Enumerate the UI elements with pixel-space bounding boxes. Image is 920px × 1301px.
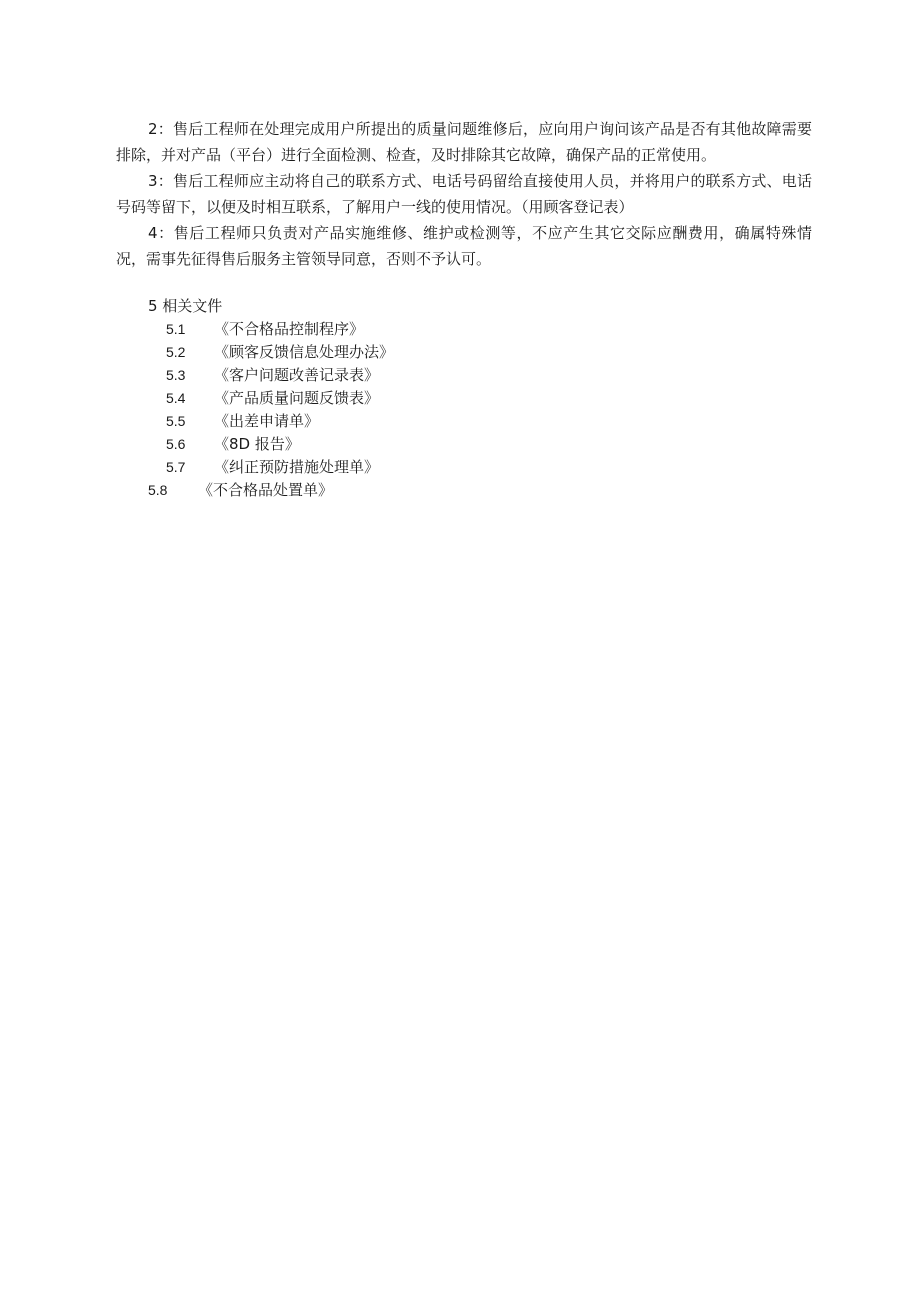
list-item-number: 5.6 [166, 436, 186, 452]
list-item-title: 《顾客反馈信息处理办法》 [214, 343, 395, 361]
paragraph-item-3: 3：售后工程师应主动将自己的联系方式、电话号码留给直接使用人员，并将用户的联系方式、电话号码等留下，以便及时相互联系，了解用户一线的使用情况。（用顾客登记表） [116, 172, 812, 216]
list-item-title: 《客户问题改善记录表》 [214, 366, 380, 384]
list-item-number: 5.1 [166, 321, 186, 337]
paragraph-item-2: 2：售后工程师在处理完成用户所提出的质量问题维修后，应向用户询问该产品是否有其他故障需要排除，并对产品（平台）进行全面检测、检查，及时排除其它故障，确保产品的正常使用。 [116, 120, 812, 164]
list-item-number: 5.5 [166, 413, 186, 429]
list-item-title: 《产品质量问题反馈表》 [214, 389, 380, 407]
list-item-title: 《纠正预防措施处理单》 [214, 458, 380, 476]
list-item-number: 5.7 [166, 459, 186, 475]
list-item-number: 5.8 [148, 482, 168, 498]
list-item-number: 5.4 [166, 390, 186, 406]
list-item-number: 5.3 [166, 367, 186, 383]
paragraph-item-4: 4：售后工程师只负责对产品实施维修、维护或检测等，不应产生其它交际应酬费用，确属特殊情况，需事先征得售后服务主管领导同意，否则不予认可。 [116, 224, 812, 268]
section-title-related-documents: 5 相关文件 [148, 297, 223, 315]
list-item-title: 《出差申请单》 [214, 412, 320, 430]
list-item-number: 5.2 [166, 344, 186, 360]
list-item-title: 《不合格品处置单》 [198, 481, 334, 499]
list-item-title: 《不合格品控制程序》 [214, 320, 365, 338]
list-item-title: 《8D 报告》 [214, 435, 300, 453]
